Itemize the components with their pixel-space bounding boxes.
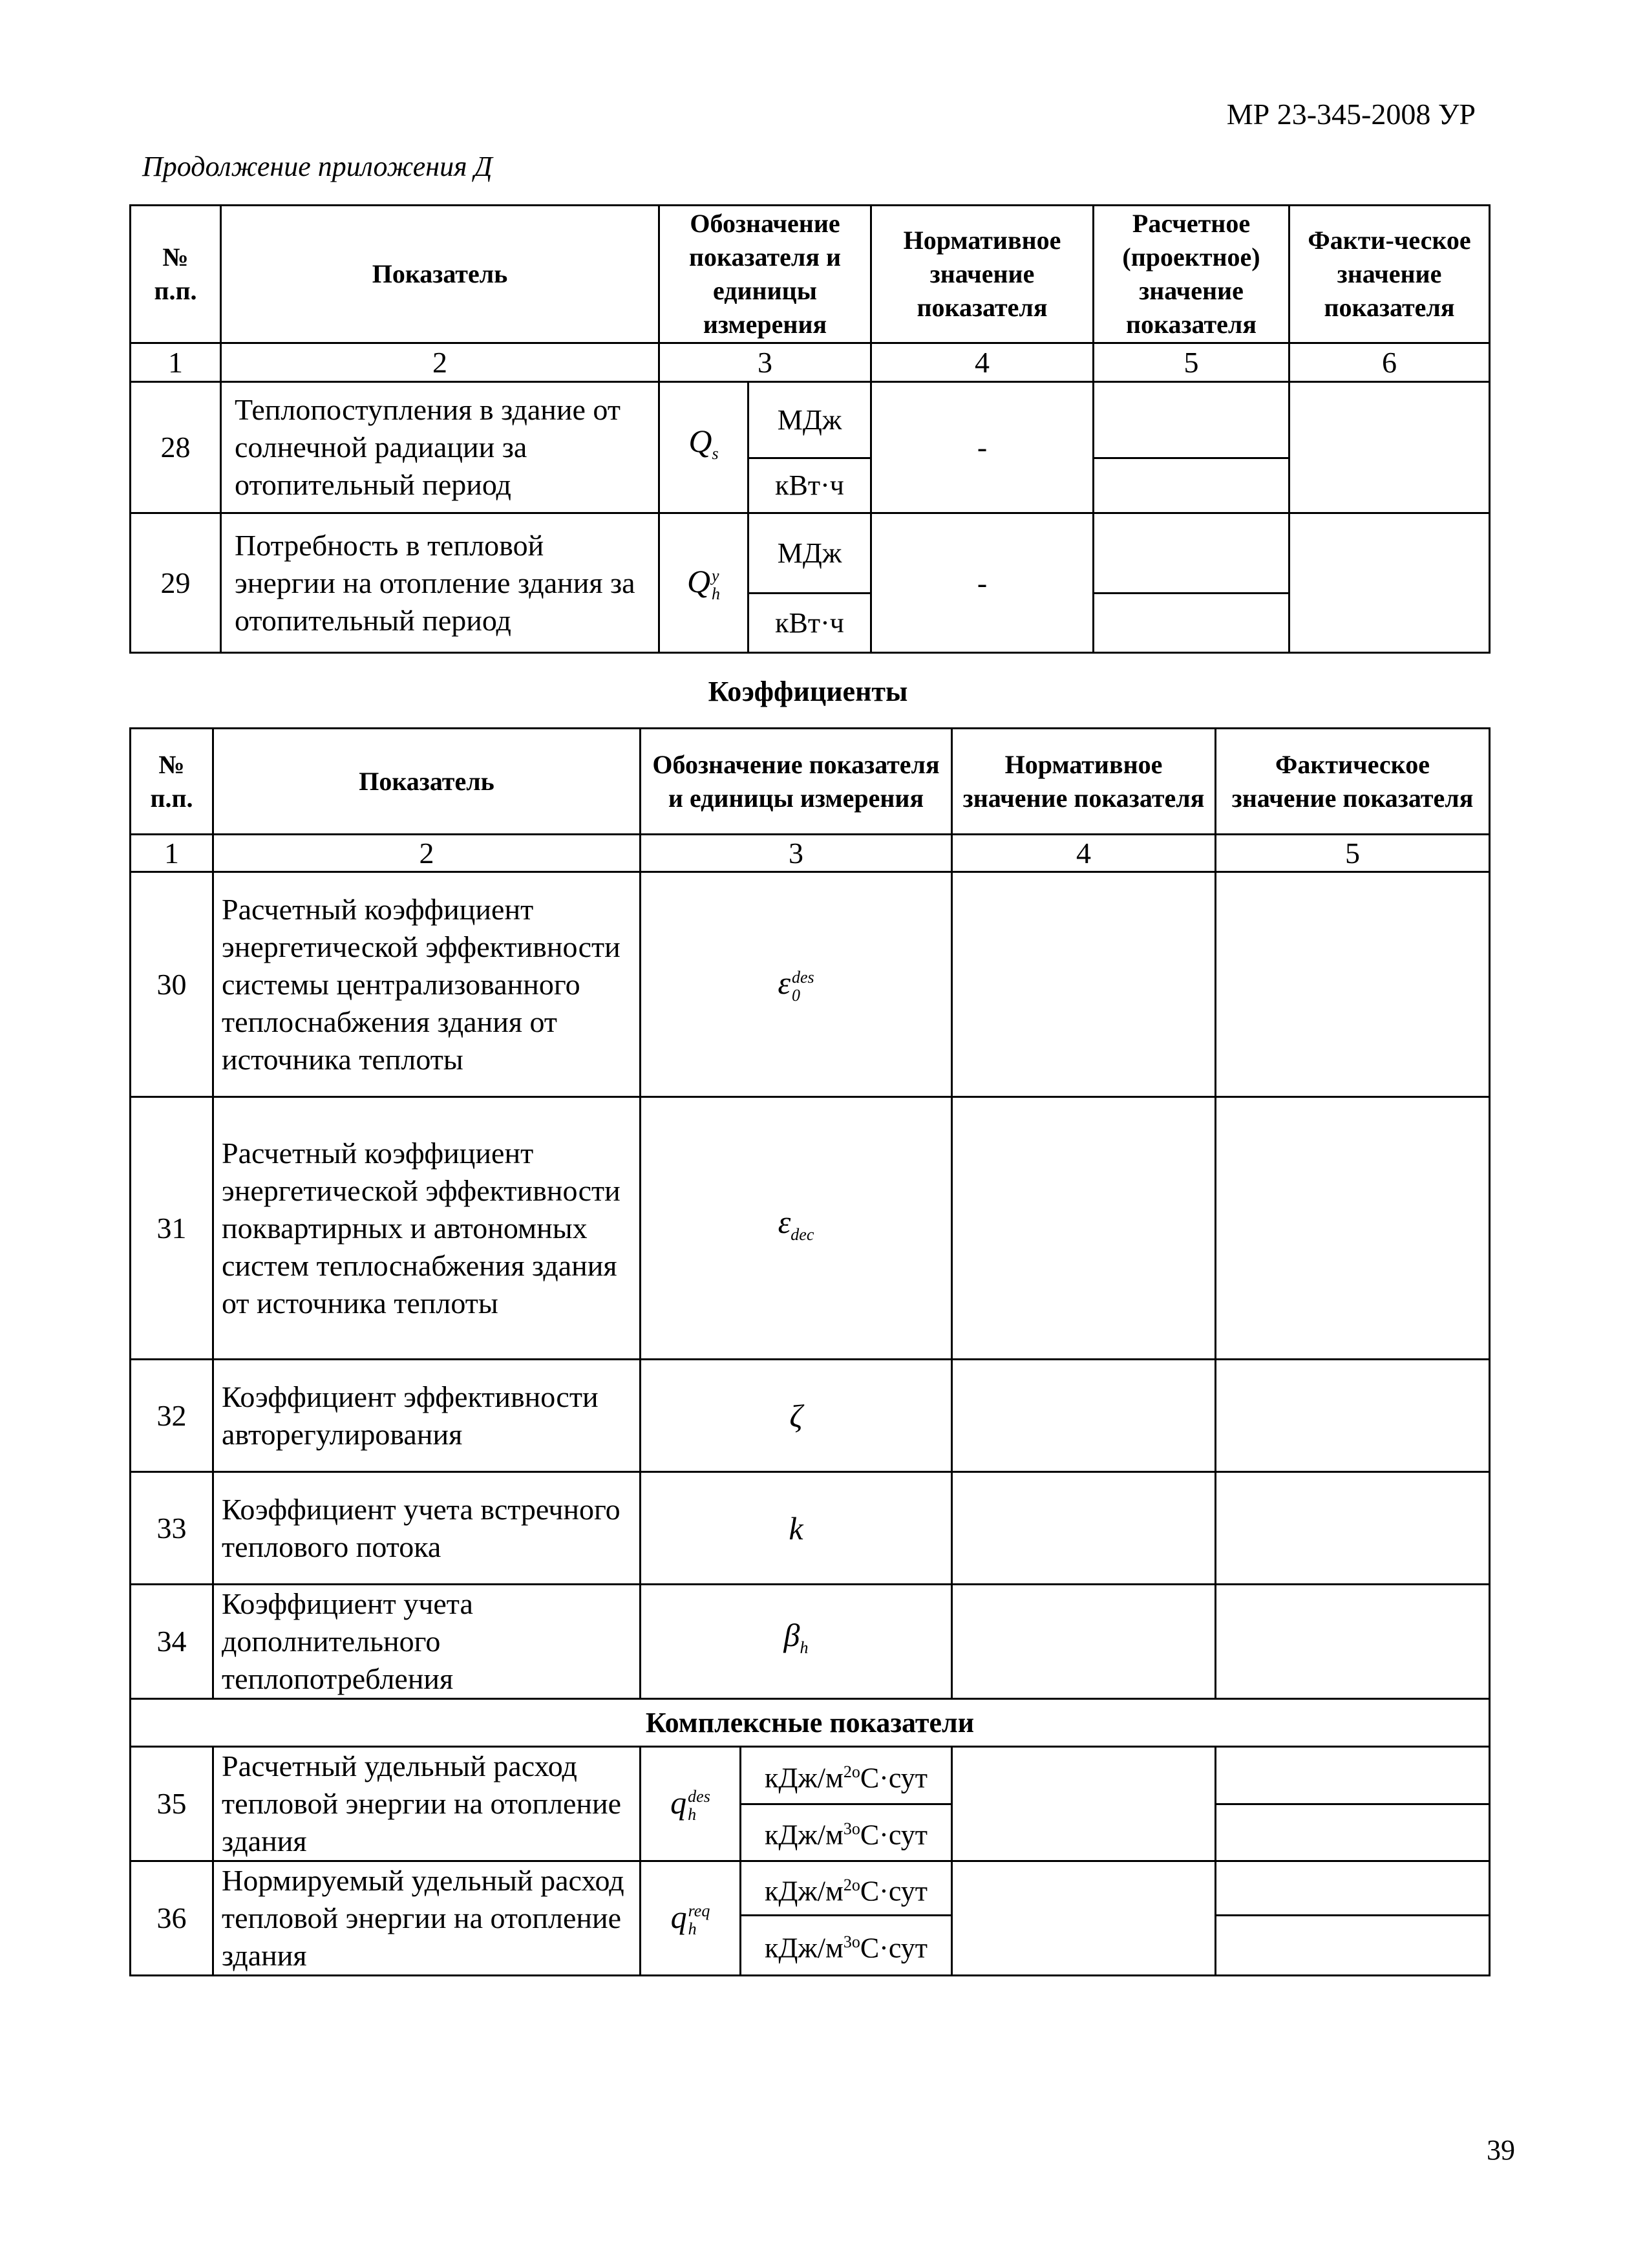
unit-area: кДж/$м^{2о}С\cdot сут$ [741,1747,952,1804]
actual-value [1216,1916,1490,1976]
col-number: 1 [131,835,213,872]
row-number: 28 [131,382,221,513]
row-number: 30 [131,872,213,1097]
indicator-name: Теплопоступления в здание от солнечной радиации за отопительный период [221,382,659,513]
col-number: 6 [1289,343,1490,382]
row-number: 32 [131,1360,213,1472]
header-indicator: Показатель [213,729,641,835]
normative-value [952,1861,1216,1976]
indicator-symbol: Q y h [659,513,748,653]
row-number: 36 [131,1861,213,1976]
row-number: 33 [131,1472,213,1585]
header-actual: Фактическое значение показателя [1216,729,1490,835]
header-number: № п.п. [131,206,221,343]
table-row [131,872,1490,1097]
unit-mj: МДж [748,382,871,458]
indicator-name: Расчетный коэффициент энергетической эффективности системы централизованного теплоснабжения здания от источника теплоты [213,872,641,1097]
subsection-heading: Комплексные показатели [131,1699,1490,1747]
header-normative: Нормативное значение показателя [952,729,1216,835]
normative-value [952,1472,1216,1585]
header-number: № п.п. [131,729,213,835]
table-header-row [131,729,1490,835]
document-code: МР 23-345-2008 УР [1226,98,1476,131]
header-indicator: Показатель [221,206,659,343]
unit-kwh: кВт·ч [748,594,871,653]
continuation-label: Продолжение приложения Д [142,151,493,182]
table-row [131,1472,1490,1585]
normative-value: - [871,382,1094,513]
normative-value: - [871,513,1094,653]
indicator-name: Коэффициент эффективности авторегулирования [213,1360,641,1472]
page-number: 39 [1487,2134,1515,2166]
table-row [131,1097,1490,1360]
table-row [131,1360,1490,1472]
table-row [131,513,1490,594]
calculated-value [1094,458,1289,513]
row-number: 29 [131,513,221,653]
actual-value [1216,1585,1490,1699]
actual-value [1216,1804,1490,1861]
row-number: 34 [131,1585,213,1699]
unit-volume: кДж/$м^{3о}С\cdot сут$ [741,1916,952,1976]
indicator-symbol: ζ [641,1360,952,1472]
table-row [131,1585,1490,1699]
actual-value [1289,513,1490,653]
indicator-symbol: q req h [641,1861,741,1976]
calculated-value [1094,513,1289,594]
indicator-name: Расчетный удельный расход тепловой энергии на отопление здания [213,1747,641,1861]
col-number: 1 [131,343,221,382]
actual-value [1216,1747,1490,1804]
column-number-row [131,835,1490,872]
table-row [131,382,1490,458]
normative-value [952,1585,1216,1699]
col-number: 5 [1094,343,1289,382]
normative-value [952,1360,1216,1472]
indicators-table-1 [129,204,1491,654]
column-number-row [131,343,1490,382]
unit-area: кДж/$м^{2о}С\cdot сут$ [741,1861,952,1916]
indicator-name: Коэффициент учета встречного теплового потока [213,1472,641,1585]
indicators-table-2 [129,727,1491,1976]
actual-value [1289,382,1490,513]
indicator-symbol: ε des 0 [641,872,952,1097]
indicator-name: Расчетный коэффициент энергетической эффективности поквартирных и автономных систем теплоснабжения здания от источника теплоты [213,1097,641,1360]
col-number: 4 [871,343,1094,382]
actual-value [1216,1097,1490,1360]
normative-value [952,1097,1216,1360]
indicator-name: Коэффициент учета дополнительного теплопотребления [213,1585,641,1699]
normative-value [952,1747,1216,1861]
actual-value [1216,1360,1490,1472]
calculated-value [1094,594,1289,653]
header-designation: Обозначение показателя и единицы измерения [659,206,871,343]
table-header-row [131,206,1490,343]
actual-value [1216,1861,1490,1916]
calculated-value [1094,382,1289,458]
header-actual: Факти-ческое значение показателя [1289,206,1490,343]
header-calculated: Расчетное (проектное) значение показателя [1094,206,1289,343]
col-number: 4 [952,835,1216,872]
section-heading: Коэффициенты [708,676,908,707]
normative-value [952,872,1216,1097]
col-number: 3 [659,343,871,382]
actual-value [1216,1472,1490,1585]
indicator-name: Нормируемый удельный расход тепловой энергии на отопление здания [213,1861,641,1976]
col-number: 3 [641,835,952,872]
row-number: 35 [131,1747,213,1861]
unit-kwh: кВт·ч [748,458,871,513]
indicator-name: Потребность в тепловой энергии на отопление здания за отопительный период [221,513,659,653]
header-designation: Обозначение показателя и единицы измерения [641,729,952,835]
col-number: 2 [213,835,641,872]
table-row [131,1747,1490,1804]
indicator-symbol: $Q_s$ [659,382,748,513]
indicator-symbol: $\varepsilon_{dec}$ [641,1097,952,1360]
unit-volume: кДж/$м^{3о}С\cdot сут$ [741,1804,952,1861]
header-normative: Нормативное значение показателя [871,206,1094,343]
table-row [131,1861,1490,1916]
indicator-symbol: k [641,1472,952,1585]
indicator-symbol: q des h [641,1747,741,1861]
row-number: 31 [131,1097,213,1360]
col-number: 2 [221,343,659,382]
actual-value [1216,872,1490,1097]
unit-mj: МДж [748,513,871,594]
col-number: 5 [1216,835,1490,872]
subsection-row [131,1699,1490,1747]
indicator-symbol: $\beta_h$ [641,1585,952,1699]
